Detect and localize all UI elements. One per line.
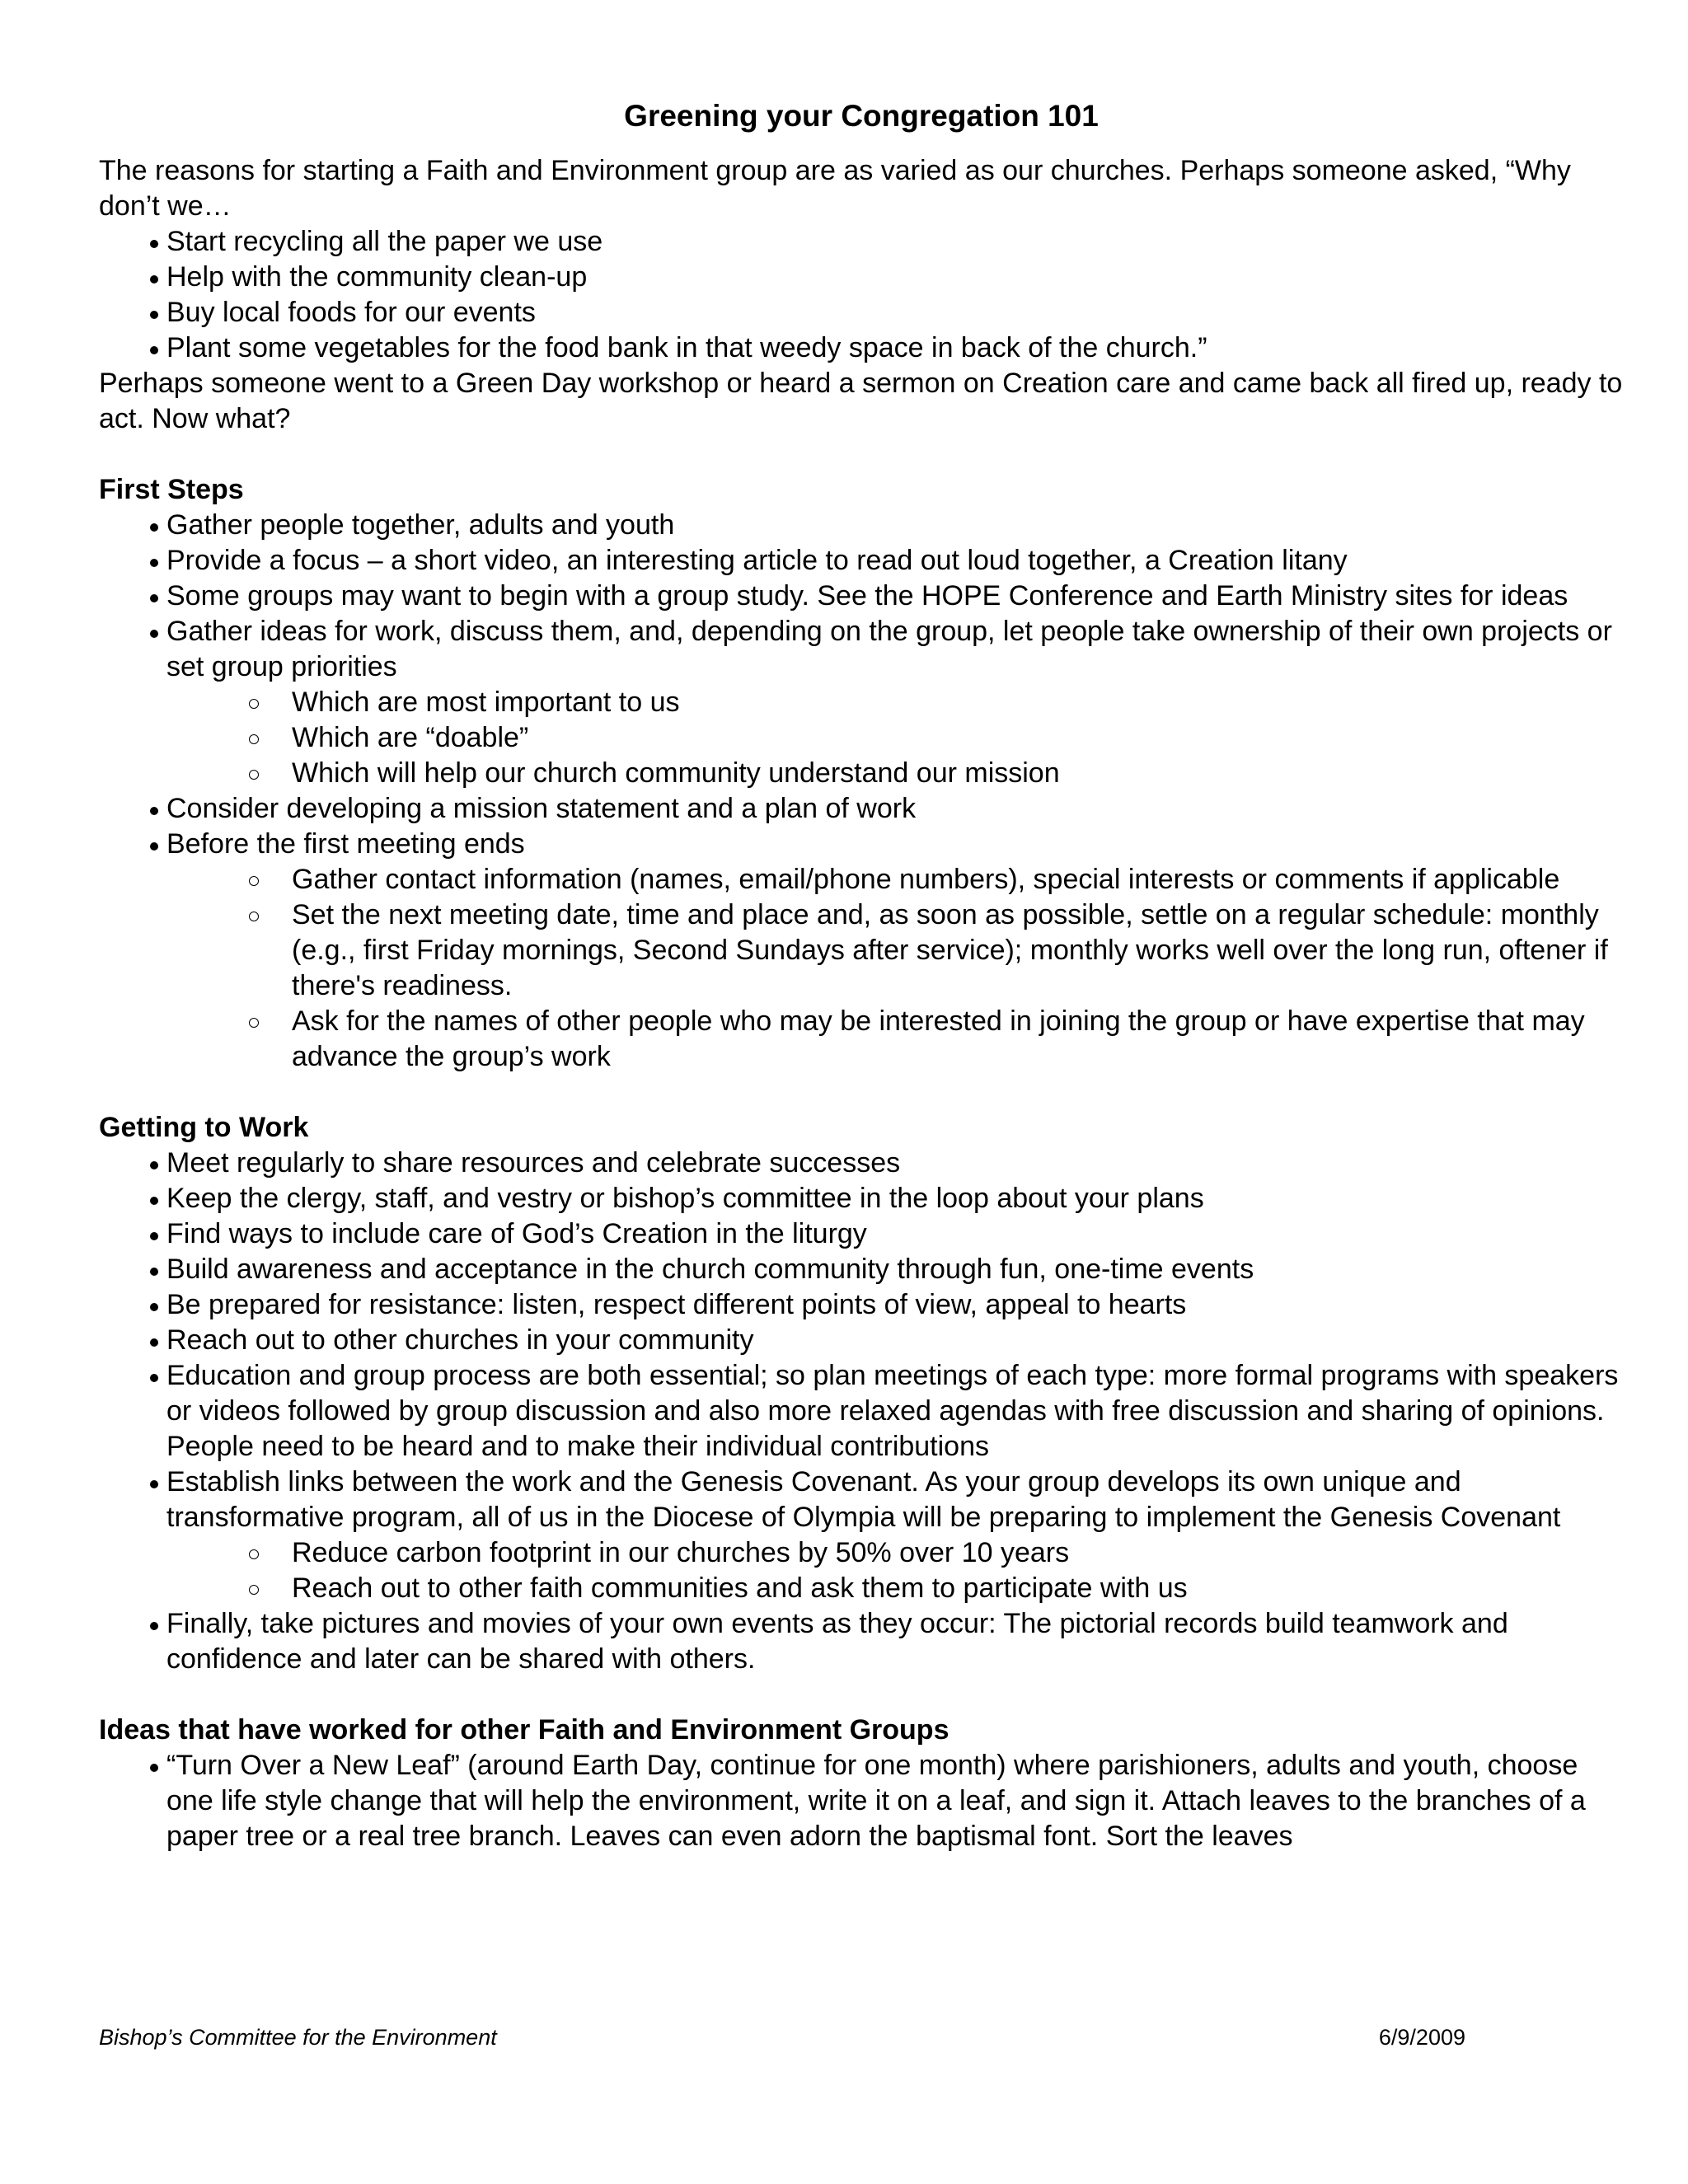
hollow-circle-bullet-icon xyxy=(249,912,259,921)
list-item-text: Provide a focus – a short video, an interesting article to read out loud together, a Creation litany xyxy=(166,545,1348,576)
list-item-text: Start recycling all the paper we use xyxy=(166,226,603,257)
bullet-icon xyxy=(150,240,158,248)
bullet-icon xyxy=(150,311,158,319)
list-item-text: Establish links between the work and the Genesis Covenant. As your group develops its own unique and transformative program, all of us in the Diocese of Olympia will be preparing to implement the Genesis Covenant xyxy=(166,1466,1561,1533)
hollow-circle-bullet-icon xyxy=(249,770,259,780)
list-item-text: Gather ideas for work, discuss them, and, depending on the group, let people take ownership of their own projects or set group priorities xyxy=(166,616,1612,682)
bullet-icon xyxy=(150,1764,158,1772)
intro-bullet-list xyxy=(99,224,1624,366)
document-page xyxy=(99,97,1624,1854)
list-item-text: Before the first meeting ends xyxy=(166,828,525,860)
sub-list-item xyxy=(99,862,1624,898)
list-item-text: Finally, take pictures and movies of your own events as they occur: The pictorial records build teamwork and confidence and later can be shared with others. xyxy=(166,1608,1508,1675)
sub-list-item-text: Ask for the names of other people who may be interested in joining the group or have expertise that may advance the group’s work xyxy=(292,1005,1585,1072)
list-item xyxy=(99,1181,1624,1216)
bullet-icon xyxy=(150,1303,158,1311)
sub-list-item xyxy=(99,1535,1624,1571)
list-item xyxy=(99,260,1624,295)
intro-paragraph: The reasons for starting a Faith and Environment group are as varied as our churches. Perhaps someone asked, “Why don’t we… xyxy=(99,155,1571,222)
list-item xyxy=(99,543,1624,579)
list-item xyxy=(99,1748,1624,1854)
list-item-text: “Turn Over a New Leaf” (around Earth Day, continue for one month) where parishioners, adults and youth, choose one life style change that will help the environment, write it on a leaf, and sign it. Attach leaves to the branches of a paper tree or a real tree branch. Leaves can even adorn the baptismal font. Sort the leaves xyxy=(166,1750,1586,1852)
list-item-text: Meet regularly to share resources and celebrate successes xyxy=(166,1147,901,1179)
sub-list xyxy=(166,862,1624,1075)
bullet-icon xyxy=(150,275,158,284)
list-item xyxy=(99,1216,1624,1252)
list-item-text: Consider developing a mission statement and a plan of work xyxy=(166,793,917,824)
list-item xyxy=(99,614,1624,791)
bullet-icon xyxy=(150,842,158,851)
bullet-icon xyxy=(150,1161,158,1169)
sub-list-item xyxy=(99,1004,1624,1075)
bullet-icon xyxy=(150,559,158,567)
list-item xyxy=(99,224,1624,260)
list-item xyxy=(99,508,1624,543)
list-item-text: Buy local foods for our events xyxy=(166,297,536,328)
footer-organization: Bishop’s Committee for the Environment xyxy=(99,2025,497,2050)
bullet-icon xyxy=(150,807,158,815)
list-item-text: Gather people together, adults and youth xyxy=(166,509,675,541)
list-item xyxy=(99,1146,1624,1181)
sub-list-item xyxy=(99,1571,1624,1606)
bullet-icon xyxy=(150,1622,158,1630)
hollow-circle-bullet-icon xyxy=(249,1549,259,1559)
bullet-icon xyxy=(150,1374,158,1382)
sub-list-item xyxy=(99,898,1624,1004)
sub-list-item-text: Set the next meeting date, time and place and, as soon as possible, settle on a regular schedule: monthly (e.g., first Friday mornings, Second Sundays after service); monthly works well over the long run, oftener if there's readiness. xyxy=(292,899,1608,1001)
bullet-icon xyxy=(150,1268,158,1276)
list-item xyxy=(99,579,1624,614)
getting-to-work-list xyxy=(99,1146,1624,1677)
sub-list-item-text: Reduce carbon footprint in our churches by 50% over 10 years xyxy=(292,1537,1070,1568)
bullet-icon xyxy=(150,594,158,602)
page-title: Greening your Congregation 101 xyxy=(624,99,1099,133)
list-item xyxy=(99,1252,1624,1287)
list-item xyxy=(99,1323,1624,1358)
section-heading-getting-to-work: Getting to Work xyxy=(99,1112,309,1143)
sub-list-item-text: Gather contact information (names, email/phone numbers), special interests or comments if applicable xyxy=(292,864,1560,895)
list-item-text: Find ways to include care of God’s Creation in the liturgy xyxy=(166,1218,867,1249)
bullet-icon xyxy=(150,1197,158,1205)
sub-list-item-text: Which will help our church community understand our mission xyxy=(292,757,1060,789)
sub-list xyxy=(166,685,1624,791)
bullet-icon xyxy=(150,630,158,638)
list-item-text: Some groups may want to begin with a group study. See the HOPE Conference and Earth Ministry sites for ideas xyxy=(166,580,1568,612)
list-item xyxy=(99,1606,1624,1677)
hollow-circle-bullet-icon xyxy=(249,876,259,886)
bullet-icon xyxy=(150,1480,158,1488)
list-item xyxy=(99,827,1624,1075)
ideas-list xyxy=(99,1748,1624,1854)
section-heading-first-steps: First Steps xyxy=(99,474,244,505)
sub-list-item xyxy=(99,685,1624,720)
sub-list-item-text: Reach out to other faith communities and ask them to participate with us xyxy=(292,1572,1188,1604)
list-item-text: Plant some vegetables for the food bank in that weedy space in back of the church.” xyxy=(166,332,1207,363)
hollow-circle-bullet-icon xyxy=(249,1018,259,1028)
list-item-text: Help with the community clean-up xyxy=(166,261,588,293)
sub-list-item xyxy=(99,756,1624,791)
sub-list-item-text: Which are most important to us xyxy=(292,687,680,718)
list-item xyxy=(99,1358,1624,1465)
section-heading-ideas: Ideas that have worked for other Faith and Environment Groups xyxy=(99,1714,950,1746)
list-item xyxy=(99,1465,1624,1606)
bullet-icon xyxy=(150,1232,158,1240)
first-steps-list xyxy=(99,508,1624,1075)
intro-closing-paragraph: Perhaps someone went to a Green Day workshop or heard a sermon on Creation care and came back all fired up, ready to act. Now what? xyxy=(99,368,1623,434)
sub-list-item-text: Which are “doable” xyxy=(292,722,529,753)
hollow-circle-bullet-icon xyxy=(249,734,259,744)
bullet-icon xyxy=(150,523,158,532)
list-item-text: Build awareness and acceptance in the church community through fun, one-time events xyxy=(166,1254,1254,1285)
bullet-icon xyxy=(150,1338,158,1347)
list-item-text: Education and group process are both essential; so plan meetings of each type: more formal programs with speakers or videos followed by group discussion and also more relaxed agendas with free discussion and sharing of opinions. People need to be heard and to make their individual contributions xyxy=(166,1360,1619,1462)
list-item xyxy=(99,791,1624,827)
list-item-text: Keep the clergy, staff, and vestry or bishop’s committee in the loop about your plans xyxy=(166,1183,1204,1214)
list-item xyxy=(99,330,1624,366)
list-item-text: Reach out to other churches in your community xyxy=(166,1324,754,1356)
sub-list-item xyxy=(99,720,1624,756)
list-item xyxy=(99,1287,1624,1323)
hollow-circle-bullet-icon xyxy=(249,699,259,709)
hollow-circle-bullet-icon xyxy=(249,1585,259,1595)
list-item-text: Be prepared for resistance: listen, respect different points of view, appeal to hearts xyxy=(166,1289,1187,1320)
bullet-icon xyxy=(150,346,158,354)
list-item xyxy=(99,295,1624,330)
footer-date: 6/9/2009 xyxy=(1378,2025,1465,2050)
sub-list xyxy=(166,1535,1624,1606)
